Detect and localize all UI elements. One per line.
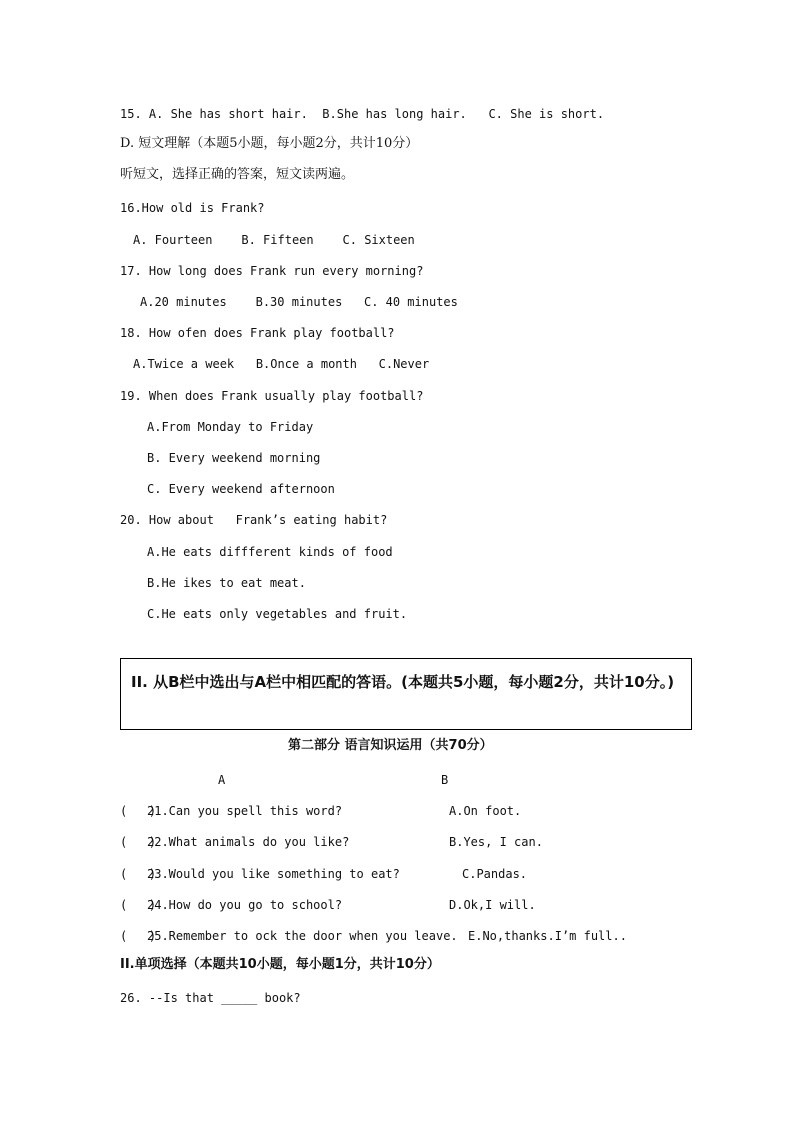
question-17-options: A.20 minutes B.30 minutes C. 40 minutes [140, 295, 458, 309]
question-19-option-b: B. Every weekend morning [147, 451, 321, 465]
matching-23-answer: C.Pandas. [462, 867, 528, 881]
question-26: 26. --Is that _____ book? [120, 991, 301, 1005]
question-16-stem: 16.How old is Frank? [120, 201, 265, 215]
matching-22-answer: B.Yes, I can. [449, 835, 543, 849]
question-19-option-c: C. Every weekend afternoon [147, 482, 335, 496]
question-19-option-a: A.From Monday to Friday [147, 420, 314, 434]
matching-21-paren: ( ) [120, 804, 157, 818]
matching-25-paren: ( ) [120, 929, 157, 943]
column-b-header: B [441, 773, 449, 787]
section-d-heading: D. 短文理解（本题5小题，每小题2分，共计10分） [120, 136, 419, 151]
question-17-stem: 17. How long does Frank run every morning? [120, 264, 424, 278]
question-20-option-b: B.He ikes to eat meat. [147, 576, 306, 590]
question-15: 15. A. She has short hair. B.She has long hair. C. She is short. [120, 107, 605, 121]
section-d-instructions: 听短文，选择正确的答案，短文读两遍。 [120, 167, 355, 182]
matching-23-paren: ( ) [120, 867, 157, 881]
section-ii-heading: II.单项选择（本题共10小题，每小题1分，共计10分） [120, 957, 440, 972]
matching-24-paren: ( ) [120, 898, 157, 912]
matching-21-answer: A.On foot. [449, 804, 522, 818]
matching-24-answer: D.Ok,I will. [449, 898, 536, 912]
question-18-options: A.Twice a week B.Once a month C.Never [133, 357, 430, 371]
matching-instruction: II. 从B栏中选出与A栏中相匹配的答语。(本题共5小题，每小题2分，共计10分。) [131, 673, 675, 691]
matching-22-question: 22.What animals do you like? [147, 835, 350, 849]
matching-23-question: 23.Would you like something to eat? [147, 867, 400, 881]
question-20-option-a: A.He eats diffferent kinds of food [147, 545, 393, 559]
question-20-stem: 20. How about Frank’s eating habit? [120, 513, 388, 527]
matching-21-question: 21.Can you spell this word? [147, 804, 343, 818]
matching-25-question: 25.Remember to ock the door when you leave. [147, 929, 458, 943]
matching-24-question: 24.How do you go to school? [147, 898, 343, 912]
matching-22-paren: ( ) [120, 835, 157, 849]
column-a-header: A [218, 773, 226, 787]
part-two-heading: 第二部分 语言知识运用（共70分） [288, 738, 493, 753]
matching-instruction-box [120, 658, 692, 730]
question-18-stem: 18. How ofen does Frank play football? [120, 326, 395, 340]
question-20-option-c: C.He eats only vegetables and fruit. [147, 607, 408, 621]
matching-25-answer: E.No,thanks.I’m full.. [468, 929, 627, 943]
question-19-stem: 19. When does Frank usually play football? [120, 389, 424, 403]
question-16-options: A. Fourteen B. Fifteen C. Sixteen [133, 233, 415, 247]
